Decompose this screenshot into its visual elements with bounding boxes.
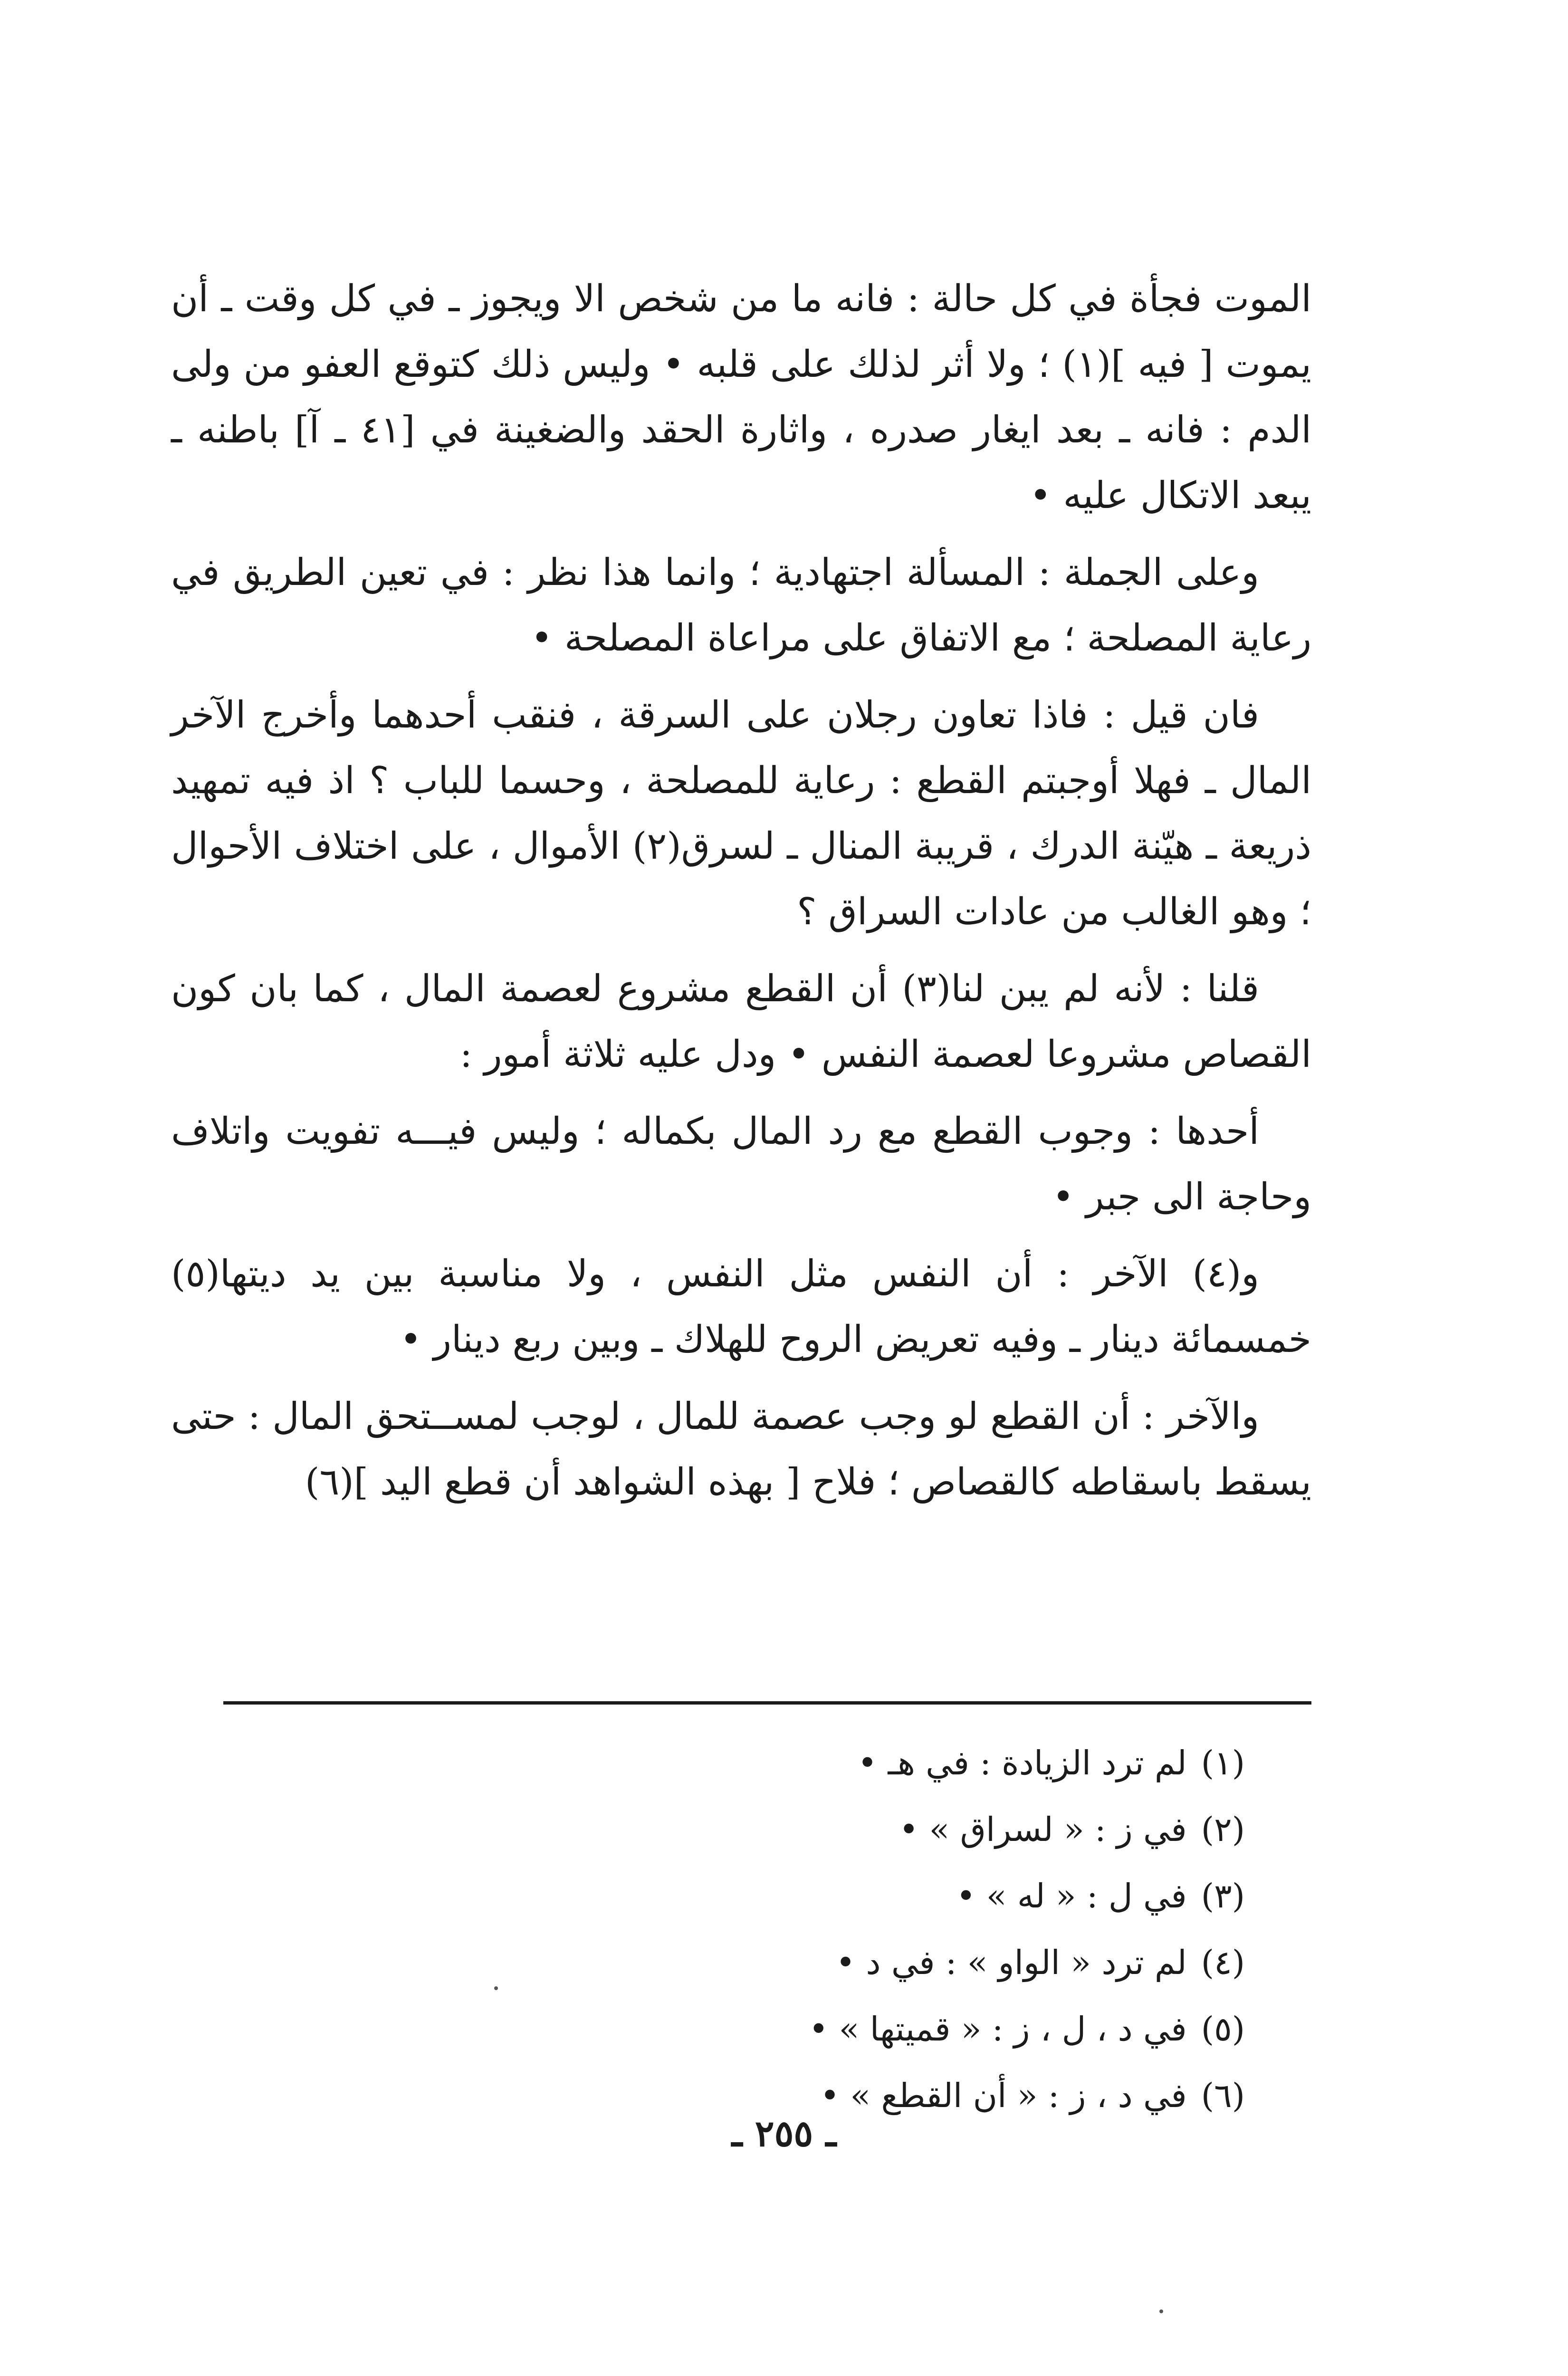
- paragraph: أحدها : وجوب القطع مع رد المال بكماله ؛ وليس فيـــه تفويت واتلاف وحاجة الى جبر •: [171, 1110, 1311, 1218]
- page-number: ـ ٢٥٥ ـ: [732, 2112, 836, 2155]
- footnote-text: لم ترد الزيادة : في هـ •: [857, 1744, 1187, 1782]
- footnote-number: (١): [1201, 1744, 1245, 1782]
- paragraph: الموت فجأة في كل حالة : فانه ما من شخص الا ويجوز ـ في كل وقت ـ أن يموت [ فيه ](١) ؛ ولا أثر لذلك على قلبه • وليس ذلك كتوقع العفو من ولى الدم : فانه ـ بعد ايغار صدره ، واثارة الحقد والضغينة في [٤١ ـ آ] باطنه ـ يبعد الاتكال عليه •: [171, 278, 1312, 517]
- footnote-item: [570, 1730, 1245, 1796]
- paragraph: و(٤) الآخر : أن النفس مثل النفس ، ولا مناسبة بين يد ديتها(٥) خمسمائة دينار ـ وفيه تعريض الروح للهلاك ـ وبين ربع دينار •: [171, 1253, 1311, 1361]
- paragraph: قلنا : لأنه لم يبن لنا(٣) أن القطع مشروع لعصمة المال ، كما بان كون القصاص مشروعا لعصمة النفس • ودل عليه ثلاثة أمور :: [171, 968, 1311, 1076]
- scan-speck: [1159, 2309, 1163, 2313]
- footnote-text: لم ترد « الواو » : في د •: [835, 1943, 1187, 1982]
- footnote-divider: [223, 1701, 1311, 1705]
- main-text: [171, 266, 1311, 1526]
- footnote-number: (٣): [1201, 1877, 1245, 1916]
- footnote-number: (٥): [1201, 2010, 1245, 2049]
- footnote-number: (٤): [1201, 1943, 1245, 1982]
- paragraph: فان قيل : فاذا تعاون رجلان على السرقة ، فنقب أحدهما وأخرج الآخر المال ـ فهلا أوجبتم القطع : رعاية للمصلحة ، وحسما للباب ؟ اذ فيه تمهيد ذريعة ـ هيّنة الدرك ، قريبة المنال ـ لسرق(٢) الأموال ، على اختلاف الأحوال ؛ وهو الغالب من عادات السراق ؟: [171, 694, 1311, 933]
- scan-speck: [494, 1986, 498, 1990]
- footnote-item: [570, 1796, 1245, 1863]
- paragraph: والآخر : أن القطع لو وجب عصمة للمال ، لوجب لمســتحق المال : حتى يسقط باسقاطه كالقصاص ؛ فلاح [ بهذه الشواهد أن قطع اليد ](٦): [171, 1395, 1311, 1504]
- paragraph: وعلى الجملة : المسألة اجتهادية ؛ وانما هذا نظر : في تعين الطريق في رعاية المصلحة ؛ مع الاتفاق على مراعاة المصلحة •: [171, 551, 1311, 660]
- footnote-text: في د ، ل ، ز : « قميتها » •: [809, 2010, 1187, 2049]
- footnote-item: [570, 1996, 1245, 2062]
- footnote-text: في ل : « له » •: [956, 1877, 1187, 1916]
- footnote-text: في د ، ز : « أن القطع » •: [820, 2076, 1187, 2115]
- footnote-item: [570, 1863, 1245, 1929]
- footnote-number: (٢): [1201, 1810, 1245, 1849]
- footnote-item: [570, 1929, 1245, 1996]
- footnote-item: [570, 2062, 1245, 2129]
- footnote-text: في ز : « لسراق » •: [899, 1810, 1187, 1849]
- footnotes: [570, 1730, 1245, 2129]
- footnote-number: (٦): [1201, 2076, 1245, 2115]
